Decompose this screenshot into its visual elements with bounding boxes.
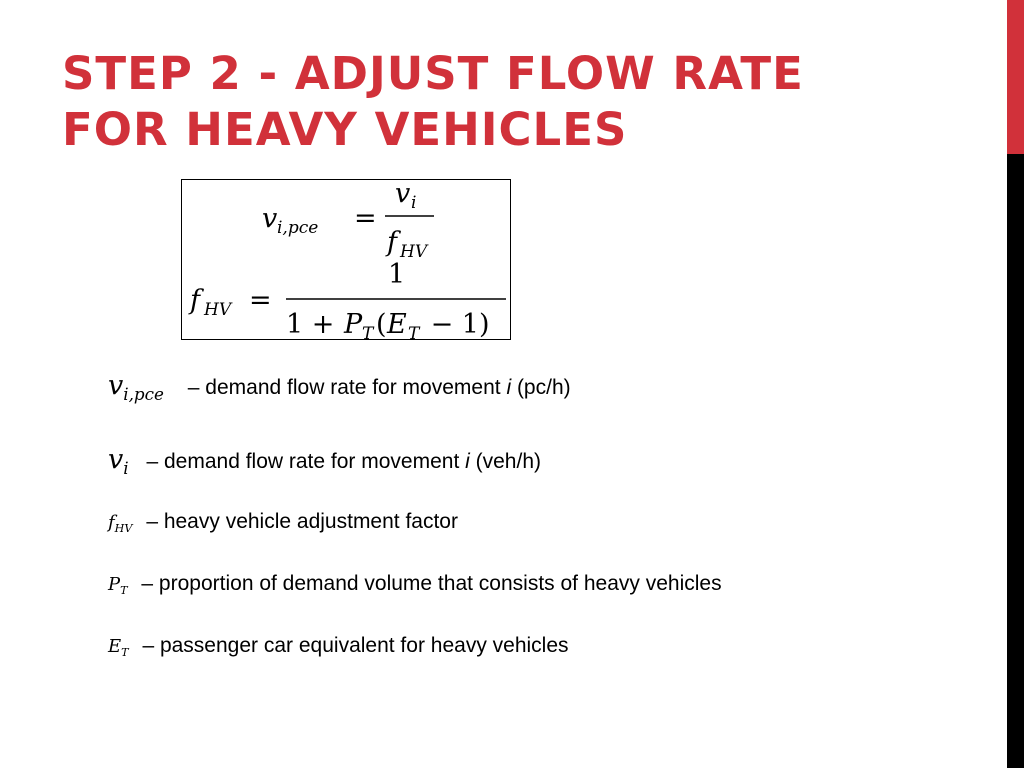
title-line-2: FOR HEAVY VEHICLES xyxy=(62,103,628,156)
eq1-denominator-symbol: f xyxy=(387,227,397,258)
definition-symbol xyxy=(108,512,132,535)
definition-symbol-subscript: T xyxy=(120,583,128,597)
definition-item xyxy=(108,510,458,535)
eq2-den-part1: 1 + xyxy=(286,309,343,340)
equation-1 xyxy=(262,180,434,262)
eq2-lhs-subscript: HV xyxy=(204,300,232,320)
definition-desc-text: – demand flow rate for movement xyxy=(187,376,507,399)
definition-item xyxy=(108,634,569,659)
definition-description: – heavy vehicle adjustment factor xyxy=(146,510,458,533)
definition-symbol-subscript: i xyxy=(123,457,129,478)
definition-item xyxy=(108,370,571,404)
definition-desc-unit: (pc/h) xyxy=(511,376,571,399)
definition-symbol xyxy=(108,444,129,478)
accent-bar-red xyxy=(1007,0,1024,154)
definition-symbol xyxy=(108,574,128,597)
definition-symbol-base: v xyxy=(108,370,124,401)
definition-description: – passenger car equivalent for heavy vehicles xyxy=(142,634,569,657)
definition-symbol xyxy=(108,370,164,404)
equation-svg xyxy=(182,180,512,341)
definition-desc-unit: (veh/h) xyxy=(469,450,541,473)
definition-symbol-subscript: HV xyxy=(114,521,133,535)
eq2-den-minus-one: − 1) xyxy=(422,309,490,340)
eq2-den-E: E xyxy=(387,309,407,340)
eq2-lhs-symbol: f xyxy=(190,285,200,316)
equation-2 xyxy=(188,259,506,341)
definition-description xyxy=(188,376,571,399)
definition-symbol-base: P xyxy=(108,574,121,595)
definition-desc-italic: i xyxy=(465,450,470,473)
eq2-den-P-subscript: T xyxy=(362,324,374,341)
eq1-lhs-subscript: i,pce xyxy=(277,218,319,238)
eq2-den-E-subscript: T xyxy=(408,324,420,341)
definition-desc-italic: i xyxy=(506,376,512,399)
eq1-numerator-subscript: i xyxy=(411,193,417,213)
eq2-equals: = xyxy=(249,285,272,316)
title-line-1: STEP 2 - ADJUST FLOW RATE xyxy=(62,47,804,100)
accent-bar-dark xyxy=(1007,154,1024,768)
definition-description: – proportion of demand volume that consists of heavy vehicles xyxy=(141,572,722,595)
definition-description xyxy=(146,450,541,473)
definition-symbol-subscript: T xyxy=(121,645,129,659)
eq1-equals: = xyxy=(354,203,377,234)
eq1-lhs-symbol: v xyxy=(262,203,278,234)
eq1-numerator-symbol: v xyxy=(395,180,411,209)
definition-symbol-base: E xyxy=(108,636,122,657)
slide-title xyxy=(62,46,992,158)
equation-box xyxy=(181,179,511,340)
eq2-numerator: 1 xyxy=(388,259,406,290)
eq2-den-P: P xyxy=(344,309,363,340)
eq2-den-open-paren: ( xyxy=(376,309,387,340)
definition-desc-text: – demand flow rate for movement xyxy=(146,450,466,473)
definition-symbol xyxy=(108,636,129,659)
definition-item xyxy=(108,444,541,478)
definition-item xyxy=(108,572,722,597)
definition-symbol-subscript: i,pce xyxy=(123,383,164,404)
definition-symbol-base: f xyxy=(108,512,115,533)
eq1-denominator-subscript: HV xyxy=(400,242,428,262)
definition-symbol-base: v xyxy=(108,444,124,475)
